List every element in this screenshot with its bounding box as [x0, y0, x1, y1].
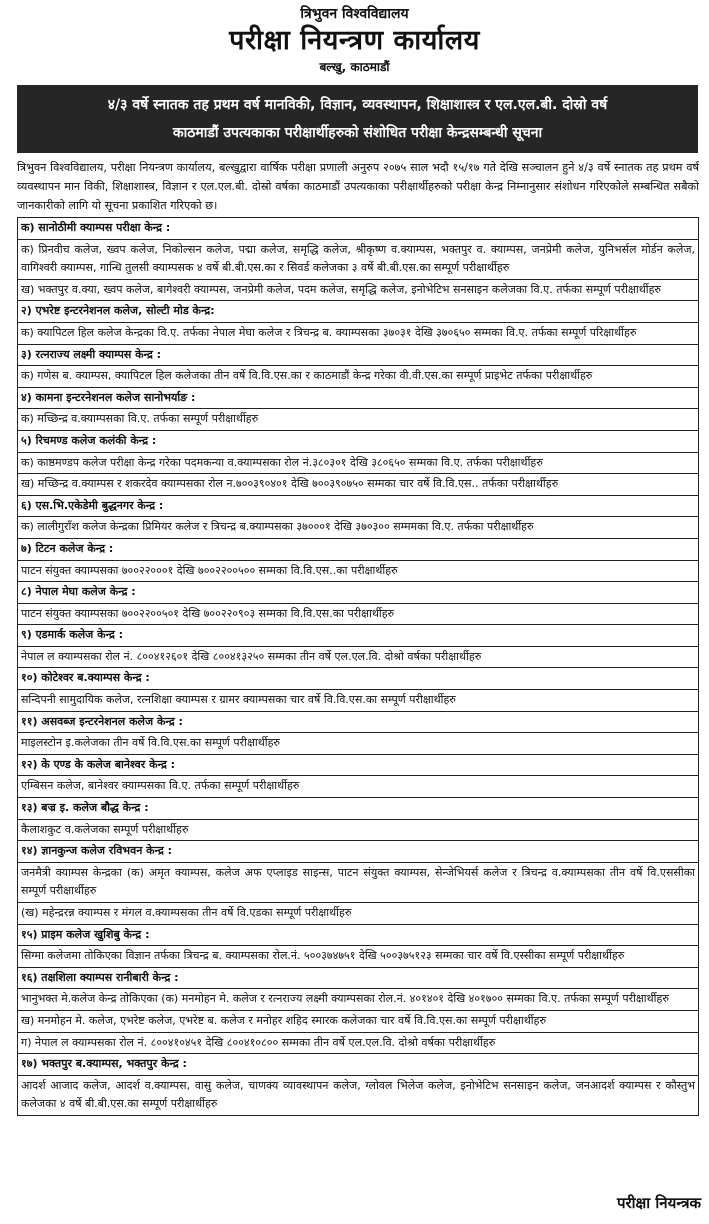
- banner-line-2: काठमाडौं उपत्यकाका परीक्षार्थीहरुको संशोधित परीक्षा केन्द्रसम्बन्धी सूचना: [172, 125, 543, 141]
- center-heading-row: [18, 711, 699, 733]
- center-detail-text: क) प्रिनवीच कलेज, ख्वप कलेज, निकोल्सन कलेज, पद्मा कलेज, समृद्धि कलेज, श्रीकृष्ण व.क्याम्पस, भक्तपुर व. क्याम्पस, जनप्रेमी कलेज, युनिभर्सल मोर्डन कलेज, वागिश्वरी क्याम्पस, गान्धि तुलसी क्याम्पसक ४ वर्षे बी.बी.एस.का र सिवर्ड कलेजका ३ वर्षे बी.बी.एस.का सम्पूर्ण परीक्षार्थीहरु: [18, 239, 699, 279]
- center-detail-text: क) मच्छिन्द्र व.क्याम्पसका वि.ए. तर्फका सम्पूर्ण परीक्षार्थीहरु: [18, 409, 699, 431]
- center-heading: ९) एडमार्क कलेज केन्द्र :: [18, 625, 699, 647]
- center-heading: १०) कोटेश्वर ब.क्याम्पस केन्द्र :: [18, 668, 699, 690]
- center-heading: २) एभरेष्ट इन्टरनेशनल कलेज, सोल्टी मोड केन्द्र:: [18, 301, 699, 323]
- center-heading: ८) नेपाल मेघा कलेज केन्द्र :: [18, 582, 699, 604]
- center-detail-row: [18, 862, 699, 902]
- center-heading-row: [18, 582, 699, 604]
- center-detail-row: [18, 409, 699, 431]
- notice-body: [17, 158, 699, 1116]
- center-detail-row: [18, 819, 699, 841]
- center-detail-text: ख) मनमोहन मे. कलेज, एभरेष्ट कलेज, एभरेष्ट ब. कलेज र मनोहर शहिद स्मारक कलेजका चार वर्षे वि.वि.एस.का सम्पूर्ण परीक्षार्थीहरु: [18, 1010, 699, 1032]
- center-heading: १७) भक्तपुर ब.क्याम्पस, भक्तपुर केन्द्र :: [18, 1054, 699, 1076]
- notice-title-banner: [17, 85, 698, 153]
- center-detail-row: [18, 1032, 699, 1054]
- center-detail-row: [18, 646, 699, 668]
- center-heading-row: [18, 1054, 699, 1076]
- center-detail-text: क) लालीगुराँश कलेज केन्द्रका प्रिमियर कलेज र त्रिचन्द्र ब.क्याम्पसका ३७०००१ देखि ३७०३०० सम्ममका वि.ए. तर्फका परीक्षार्थीहरु: [18, 517, 699, 539]
- exam-center-list: [18, 218, 699, 1116]
- center-heading: १४) ज्ञानकुन्ज कलेज रविभवन केन्द्र :: [18, 841, 699, 863]
- center-detail-row: [18, 690, 699, 712]
- center-detail-text: सिग्मा कलेजमा तोकिएका विज्ञान तर्फका त्रिचन्द्र ब. क्याम्पसका रोल.नं. ५००३७४७५१ देखि ५००३७५१२३ सम्मका चार वर्षे वि.एस्सीका सम्पूर्ण परीक्षार्थीहरु: [18, 946, 699, 968]
- center-heading-row: [18, 301, 699, 323]
- office-name: परीक्षा नियन्त्रण कार्यालय: [229, 25, 480, 56]
- center-heading: ५) रिचमण्ड कलेज कलंकी केन्द्र :: [18, 430, 699, 452]
- center-detail-row: [18, 776, 699, 798]
- center-heading-row: [18, 841, 699, 863]
- center-heading-row: [18, 668, 699, 690]
- center-heading-row: [18, 430, 699, 452]
- center-heading-row: [18, 967, 699, 989]
- center-detail-row: [18, 989, 699, 1011]
- center-detail-row: [18, 1010, 699, 1032]
- center-heading: १५) प्राइम कलेज खुशिबु केन्द्र :: [18, 924, 699, 946]
- center-detail-text: (ख) महेन्द्ररन्न क्याम्पस र मंगल व.क्याम्पसका तीन वर्षे वि.एडका सम्पूर्ण परीक्षार्थीहरु: [18, 903, 699, 925]
- center-detail-row: [18, 603, 699, 625]
- center-heading: १३) बज्र इ. कलेज बौद्ध केन्द्र :: [18, 798, 699, 820]
- center-detail-text: ख) भक्तपुर व.क्या, ख्वप कलेज, बागेश्वरी क्याम्पस, जनप्रेमी कलेज, पदम कलेज, समृद्धि कलेज, इनोभेटिभ सनसाइन कलेजका वि.ए. तर्फका सम्पूर्ण परीक्षार्थीहरु: [18, 279, 699, 301]
- intro-paragraph: त्रिभुवन विश्वविद्यालय, परीक्षा नियन्त्रण कार्यालय, बल्खुद्वारा वार्षिक परीक्षा प्रणाली अनुरुप २०७५ साल भदौ १५/१७ गते देखि सञ्चालन हुने ४/३ वर्षे स्नातक तह प्रथम वर्ष व्यवस्थापन मान विकी, शिक्षाशास्त्र, विज्ञान र एल.एल.बी. दोस्रो वर्षका काठमाडौं उपत्यकाका परीक्षार्थीहरुको परीक्षा केन्द्र निम्नानुसार संशोधन गरिएकोले सम्बन्धित सबैको जानकारीको लागि यो सूचना प्रकाशित गरिएको छ।: [17, 161, 699, 212]
- center-detail-row: [18, 322, 699, 344]
- banner-line-1: ४/३ वर्षे स्नातक तह प्रथम वर्ष मानविकी, विज्ञान, व्यवस्थापन, शिक्षाशास्त्र र एल.एल.बी. दोस्रो वर्ष: [107, 97, 608, 113]
- center-detail-text: कैलाशकुट व.कलेजका सम्पूर्ण परीक्षार्थीहरु: [18, 819, 699, 841]
- center-heading: ११) असवब्ज इन्टरनेशनल कलेज केन्द्र :: [18, 711, 699, 733]
- center-heading-row: [18, 495, 699, 517]
- center-detail-row: [18, 474, 699, 496]
- center-heading: ६) एस.भि.एकेडेमी बुद्धनगर केन्द्र :: [18, 495, 699, 517]
- center-heading-row: [18, 625, 699, 647]
- center-heading: १६) तक्षशिला क्याम्पस रानीबारी केन्द्र :: [18, 967, 699, 989]
- university-name: त्रिभुवन विश्वविद्यालय: [300, 6, 409, 22]
- center-detail-row: [18, 366, 699, 388]
- center-heading: क) सानोठीमी क्याम्पस परीक्षा केन्द्र :: [18, 218, 699, 240]
- center-detail-row: [18, 279, 699, 301]
- center-heading-row: [18, 218, 699, 240]
- center-detail-row: [18, 517, 699, 539]
- center-detail-row: [18, 1075, 699, 1115]
- center-heading: ३) रत्नराज्य लक्ष्मी क्याम्पस केन्द्र :: [18, 344, 699, 366]
- center-detail-row: [18, 560, 699, 582]
- center-detail-text: ख) मच्छिन्द्र व.क्याम्पस र शकरदेव क्याम्पसका रोल न.७००३९०४०१ देखि ७००३९०७५० सम्मका चार वर्षे वि.वि.एस.. तर्फका परीक्षार्थीहरु: [18, 474, 699, 496]
- center-detail-text: नेपाल ल क्याम्पसका रोल नं. ८००४१२६०१ देखि ८००४१३२५० सम्मका तीन वर्षे एल.एल.वि. दोश्रो वर्षका परीक्षार्थीहरु: [18, 646, 699, 668]
- center-heading-row: [18, 754, 699, 776]
- center-heading-row: [18, 798, 699, 820]
- center-detail-row: [18, 733, 699, 755]
- center-heading-row: [18, 387, 699, 409]
- signature-exam-controller: परीक्षा नियन्त्रक: [617, 1194, 701, 1212]
- exam-center-table: [17, 217, 699, 1116]
- office-address: बल्खु, काठमाडौं: [319, 60, 390, 74]
- center-detail-text: एम्बिसन कलेज, बानेश्वर क्याम्पसका वि.ए. तर्फका सम्पूर्ण परीक्षार्थीहरु: [18, 776, 699, 798]
- center-detail-text: भानुभक्त मे.कलेज केन्द्र तोकिएका (क) मनमोहन मे. कलेज र रत्नराज्य लक्ष्मी क्याम्पसका रोल.नं. ४०१४०१ देखि ४०१७०० सम्मका वि.ए. तर्फका सम्पूर्ण परीक्षार्थीहरु: [18, 989, 699, 1011]
- center-detail-text: क) क्यापिटल हिल कलेज केन्द्रका वि.ए. तर्फका नेपाल मेघा कलेज र त्रिचन्द्र ब. क्याम्पसका ३७०३१ देखि ३७०६५० सम्मका वि.ए. तर्फका सम्पूर्ण परिक्षार्थीहरु: [18, 322, 699, 344]
- center-detail-row: [18, 946, 699, 968]
- center-heading-row: [18, 344, 699, 366]
- center-detail-text: ग) नेपाल ल क्याम्पसका रोल नं. ८००४१०४५१ देखि ८००४१०८०० सम्मका तीन वर्षे एल.एल.वि. दोश्रो वर्षका परीक्षार्थीहरु: [18, 1032, 699, 1054]
- center-detail-text: पाटन संयुक्त क्याम्पसका ७००२२००५०१ देखि ७००२२०९०३ सम्मका वि.वि.एस.का परीक्षार्थीहरु: [18, 603, 699, 625]
- center-detail-text: जनमैत्री क्याम्पस केन्द्रका (क) अमृत क्याम्पस, कलेज अफ एप्लाइड साइन्स, पाटन संयुक्त क्याम्पस, सेन्जेभियर्स कलेज र त्रिचन्द्र व.क्याम्पसका तीन वर्षे वि.एससीका सम्पूर्ण परीक्षार्थीहरु: [18, 862, 699, 902]
- notice-header: [0, 0, 709, 76]
- center-detail-text: पाटन संयुक्त क्याम्पसका ७००२२०००१ देखि ७००२२००५०० सम्मका वि.वि.एस..का परीक्षार्थीहरु: [18, 560, 699, 582]
- center-heading: ७) टिटन कलेज केन्द्र :: [18, 538, 699, 560]
- center-detail-row: [18, 239, 699, 279]
- center-heading: १२) के एण्ड के कलेज बानेश्वर केन्द्र :: [18, 754, 699, 776]
- center-detail-row: [18, 452, 699, 474]
- center-heading-row: [18, 924, 699, 946]
- center-heading-row: [18, 538, 699, 560]
- center-detail-text: आदर्श आजाद कलेज, आदर्श व.क्याम्पस, वासु कलेज, चाणक्य व्यावस्थापन कलेज, ग्लोवल भिलेज कलेज, इनोभेटिभ सनसाइन कलेज, जनआदर्श क्याम्पस र कौस्तुभ कलेजका ४ वर्षे बी.बी.एस.का सम्पूर्ण परीक्षार्थीहरु: [18, 1075, 699, 1115]
- center-detail-row: [18, 903, 699, 925]
- center-detail-text: सन्दिपनी सामुदायिक कलेज, रत्नशिक्षा क्याम्पस र ग्रामर क्याम्पसका चार वर्षे वि.वि.एस.का सम्पूर्ण परीक्षार्थीहरु: [18, 690, 699, 712]
- center-heading: ४) कामना इन्टरनेशनल कलेज सानोभर्याङ :: [18, 387, 699, 409]
- center-detail-text: क) गणेस ब. क्याम्पस, क्यापिटल हिल कलेजका तीन वर्षे वि.वि.एस.का र काठमाडौं केन्द्र गरेका वी.वी.एस.का सम्पूर्ण प्राइभेट तर्फका परीक्षार्थीहरु: [18, 366, 699, 388]
- center-detail-text: क) काष्ठमण्डप कलेज परीक्षा केन्द्र गरेका पदमकन्या व.क्याम्पसका रोल नं.३८०३०१ देखि ३८०६५० सम्मका वि.ए. तर्फका परीक्षार्थीहरु: [18, 452, 699, 474]
- center-detail-text: माइलस्टोन इ.कलेजका तीन वर्षे वि.वि.एस.का सम्पूर्ण परीक्षार्थीहरु: [18, 733, 699, 755]
